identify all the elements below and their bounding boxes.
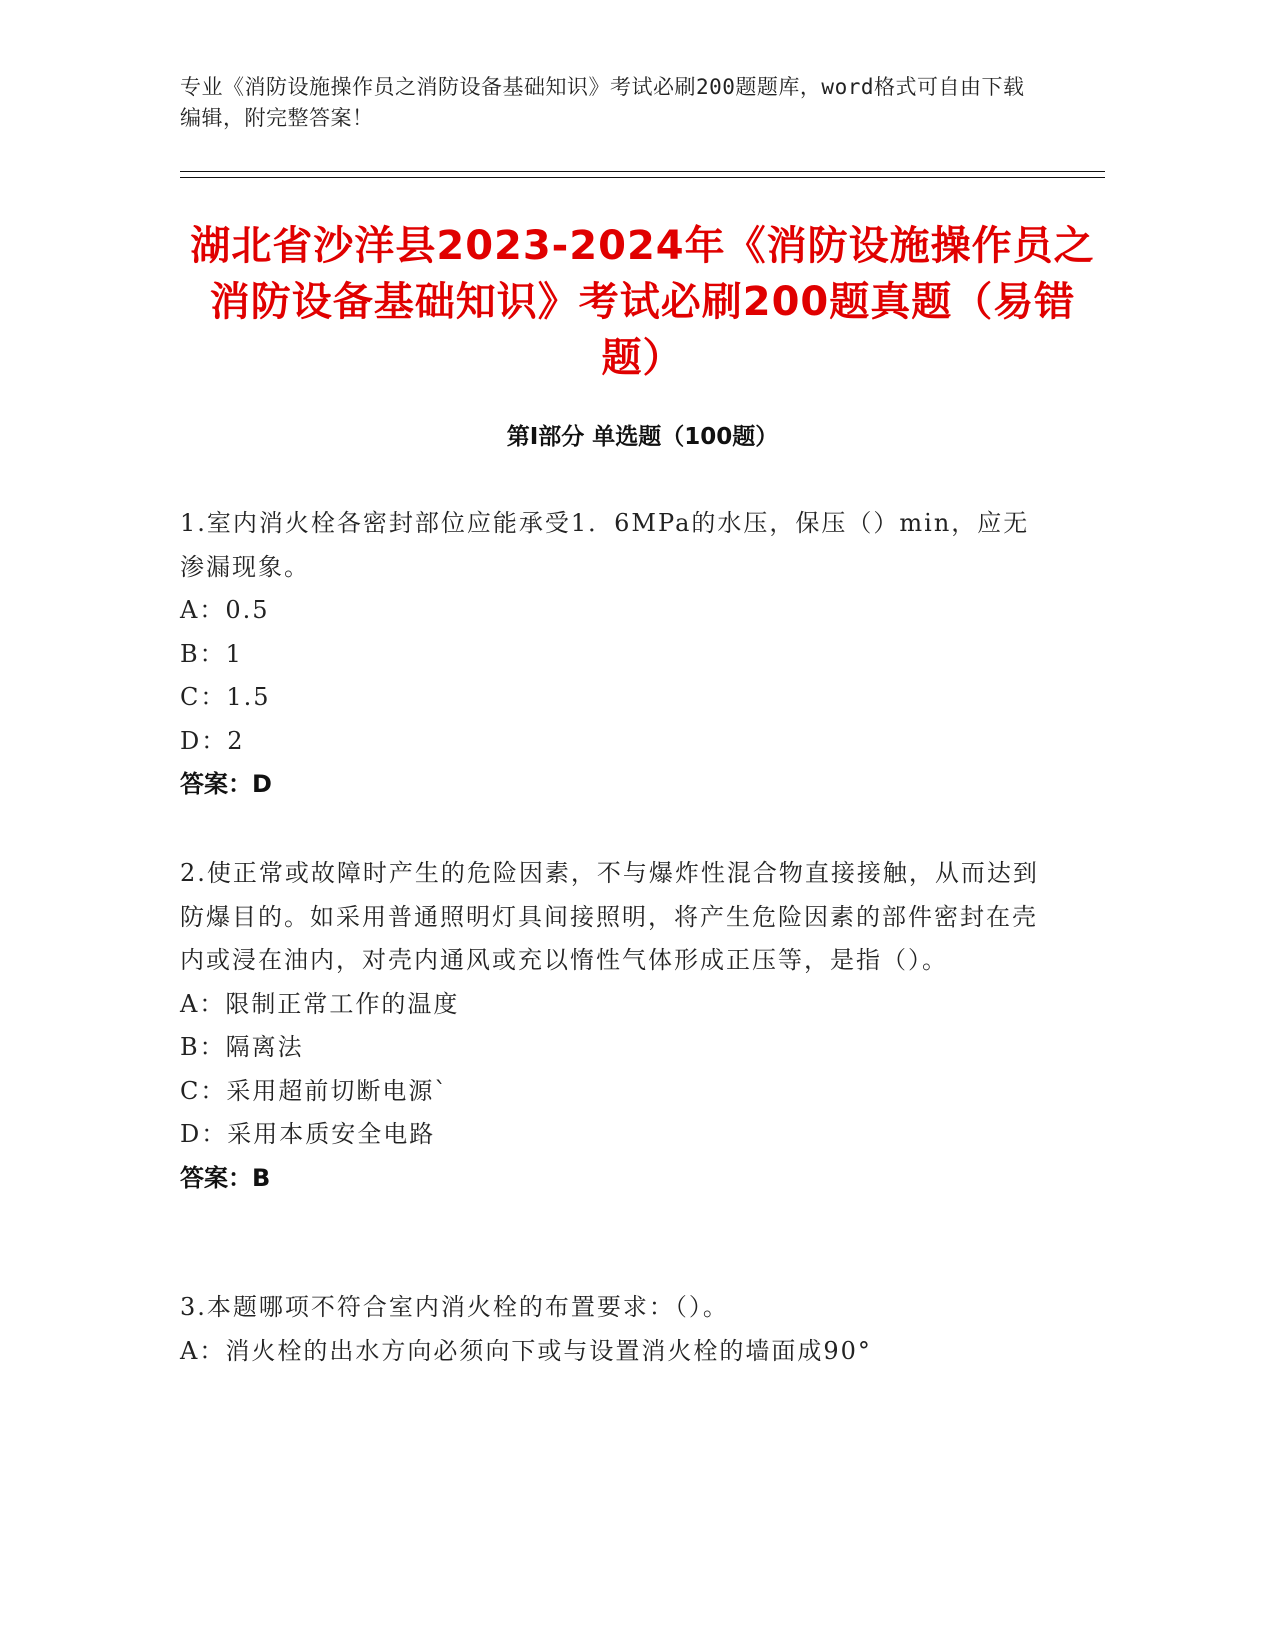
document-title: 湖北省沙洋县2023-2024年《消防设施操作员之消防设备基础知识》考试必刷200题真题（易错题） (190, 223, 1095, 381)
option-a: A：限制正常工作的温度 (180, 989, 460, 1018)
question-stem: 1.室内消火栓各密封部位应能承受1．6MPa的水压，保压（）min，应无渗漏现象。 (180, 509, 1030, 581)
answer: 答案：D (180, 770, 272, 798)
option-c: C：1.5 (180, 683, 271, 711)
option-d: D：采用本质安全电路 (180, 1120, 436, 1148)
header-divider-top (180, 171, 1105, 172)
answer: 答案：B (180, 1163, 271, 1192)
option-b: B：隔离法 (180, 1033, 304, 1061)
question-stem: 3.本题哪项不符合室内消火栓的布置要求：（）。 (180, 1293, 729, 1321)
header-note: 专业《消防设施操作员之消防设备基础知识》考试必刷200题题库，word格式可自由下载编辑，附完整答案！ (180, 75, 1025, 130)
question-2 (180, 852, 1040, 1200)
option-b: B：1 (180, 639, 243, 668)
question-3 (180, 1286, 1040, 1373)
option-d: D：2 (180, 726, 245, 755)
option-a: A：消火栓的出水方向必须向下或与设置消火栓的墙面成90° (180, 1336, 872, 1365)
question-stem: 2.使正常或故障时产生的危险因素，不与爆炸性混合物直接接触，从而达到防爆目的。如采用普通照明灯具间接照明，将产生危险因素的部件密封在壳内或浸在油内，对壳内通风或充以惰性气体形成正压等，是指（）。 (180, 859, 1039, 974)
option-c: C：采用超前切断电源` (180, 1076, 449, 1105)
question-1 (180, 502, 1040, 807)
section-heading: 第Ⅰ部分 单选题（100题） (506, 424, 779, 450)
header-divider-bottom (180, 177, 1105, 178)
option-a: A：0.5 (180, 596, 270, 624)
